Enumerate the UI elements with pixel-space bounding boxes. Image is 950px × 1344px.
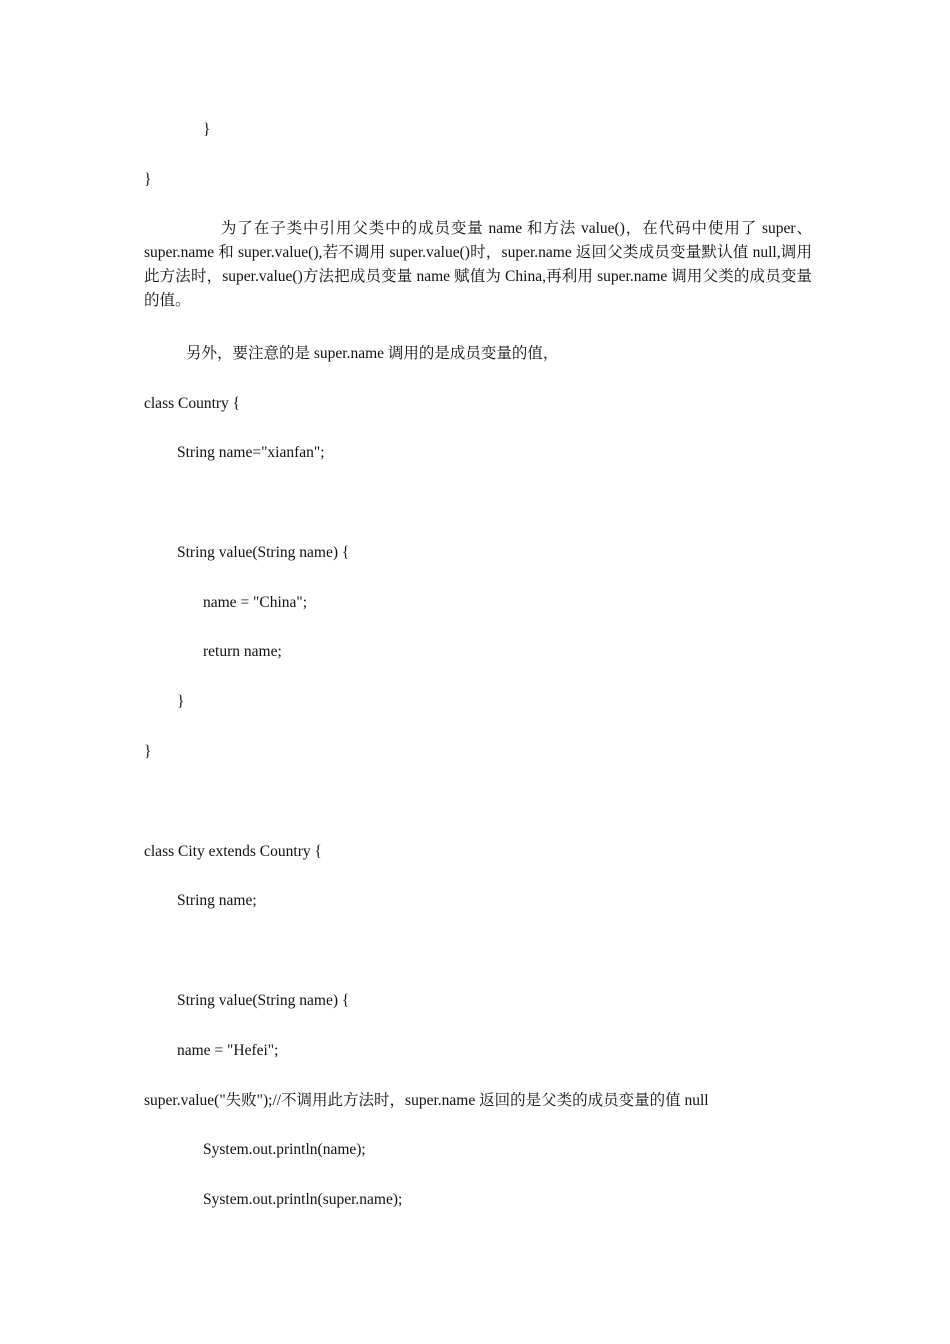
code-line-println: System.out.println(name);	[203, 1141, 366, 1158]
code-line-class-city: class City extends Country {	[144, 843, 322, 860]
code-line-super-call: super.value("失败");//不调用此方法时，super.name 返回的是父类的成员变量的值 null	[144, 1092, 709, 1109]
code-line-closing-brace: }	[177, 693, 185, 710]
code-line-closing-brace: }	[203, 121, 211, 138]
code-line-assignment: name = "China";	[203, 594, 308, 611]
explanation-paragraph	[144, 217, 812, 313]
code-line-closing-brace: }	[144, 171, 152, 188]
code-line-class-country: class Country {	[144, 395, 241, 412]
code-line-method-signature: String value(String name) {	[177, 544, 350, 561]
code-line-assignment: name = "Hefei";	[177, 1042, 279, 1059]
code-line-field: String name;	[177, 892, 257, 909]
note-line: 另外，要注意的是 super.name 调用的是成员变量的值，	[186, 345, 559, 362]
code-line-field: String name="xianfan";	[177, 444, 325, 461]
code-line-return: return name;	[203, 643, 282, 660]
explanation-paragraph-text: 为了在子类中引用父类中的成员变量 name 和方法 value()，在代码中使用了 super、super.name 和 super.value(),若不调用 super.value()时，super.name 返回父类成员变量默认值 null,调用此方法时，super.value()方法把成员变量 name 赋值为 China,再利用 super.name 调用父类的成员变量的值。	[144, 220, 812, 309]
code-line-closing-brace: }	[144, 743, 152, 760]
code-line-method-signature: String value(String name) {	[177, 992, 350, 1009]
code-line-println-super: System.out.println(super.name);	[203, 1191, 403, 1208]
